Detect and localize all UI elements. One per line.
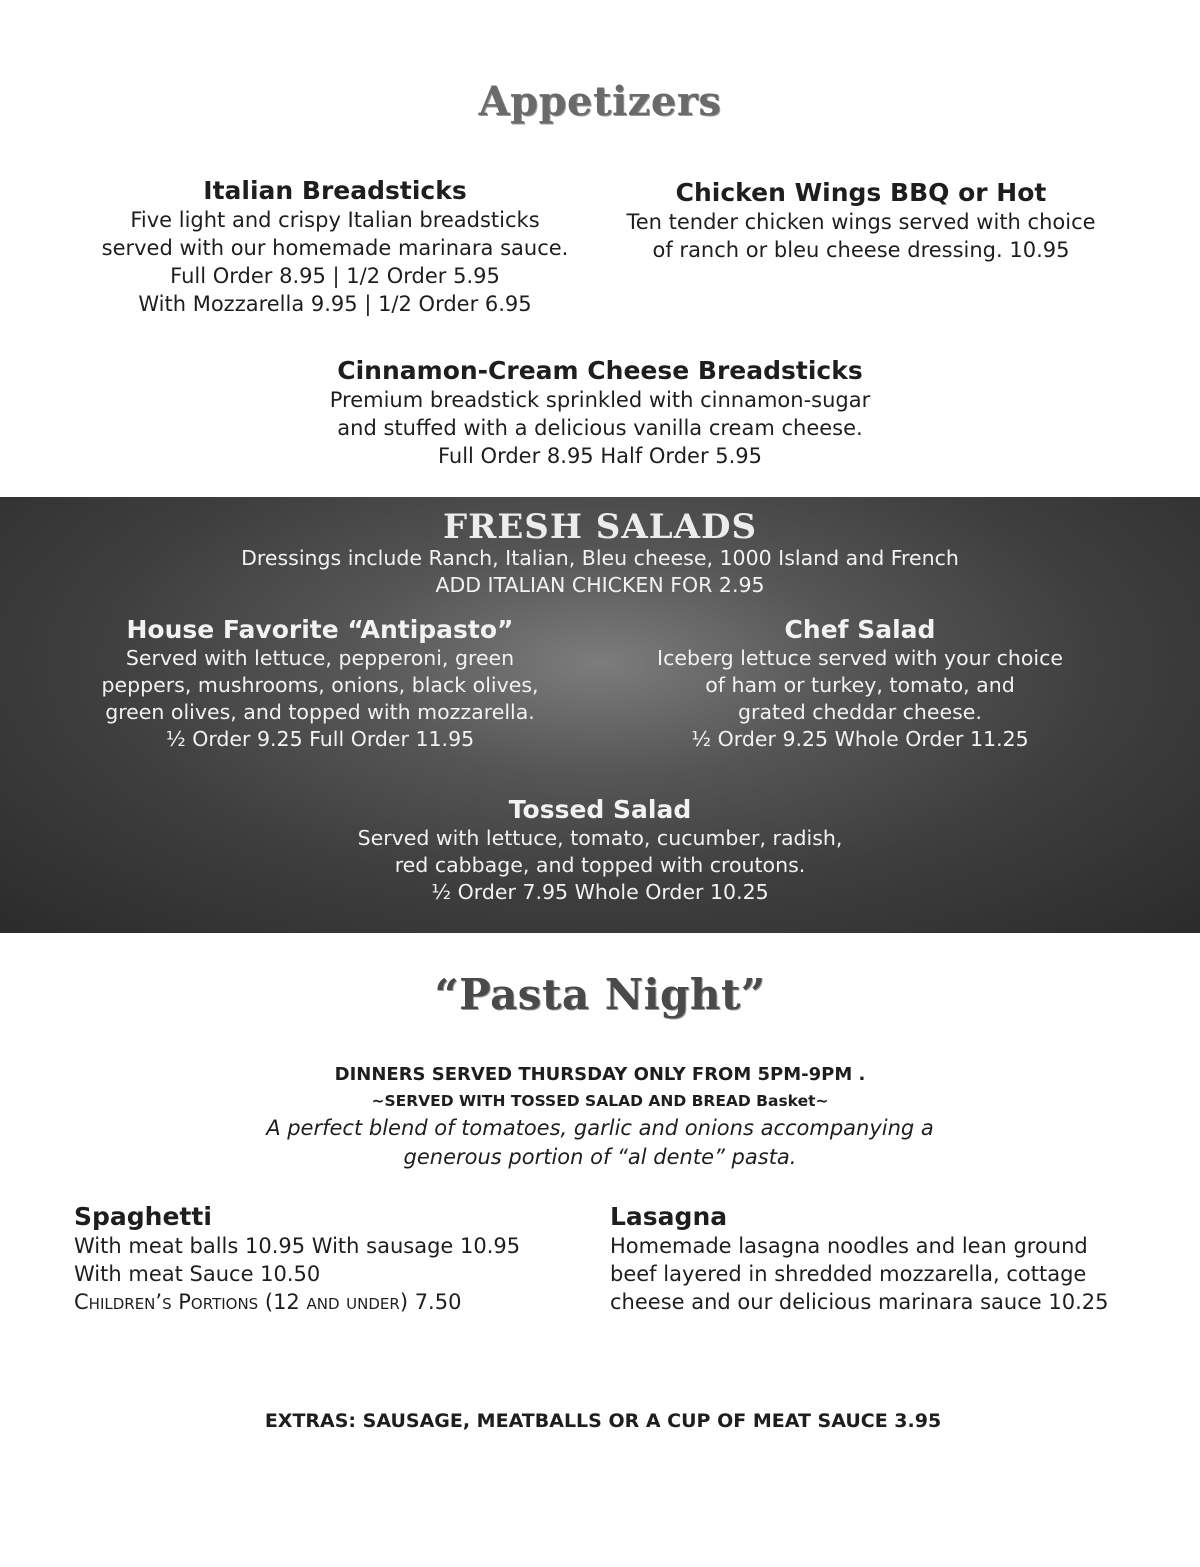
pasta-description: A perfect blend of tomatoes, garlic and onions accompanying a	[266, 1116, 934, 1140]
fresh-salads-section	[0, 497, 1200, 933]
item-name: Chef Salad	[784, 615, 936, 644]
menu-item-cinnamon-breadsticks	[250, 356, 950, 470]
item-description: Premium breadstick sprinkled with cinnamon-sugar	[329, 388, 871, 412]
dressings-note: Dressings include Ranch, Italian, Bleu cheese, 1000 Island and French	[241, 546, 959, 570]
menu-item-chicken-wings	[600, 178, 1122, 264]
item-description: peppers, mushrooms, onions, black olives,	[101, 673, 539, 697]
item-name: Chicken Wings BBQ or Hot	[675, 178, 1047, 207]
item-price: With meat Sauce 10.50	[74, 1262, 321, 1286]
item-price: With Mozzarella 9.95 | 1/2 Order 6.95	[138, 292, 532, 316]
item-name: Spaghetti	[74, 1202, 212, 1231]
item-name: Tossed Salad	[508, 795, 692, 824]
salads-subtitle	[0, 545, 1200, 599]
item-description: grated cheddar cheese.	[738, 700, 982, 724]
item-price: of ranch or bleu cheese dressing. 10.95	[652, 238, 1070, 262]
item-price: Full Order 8.95 Half Order 5.95	[437, 444, 763, 468]
item-description: Homemade lasagna noodles and lean ground	[610, 1234, 1088, 1258]
pasta-schedule: DINNERS SERVED THURSDAY ONLY FROM 5PM-9PM .	[334, 1064, 866, 1085]
item-price: ½ Order 9.25 Whole Order 11.25	[691, 727, 1029, 751]
item-price: ½ Order 7.95 Whole Order 10.25	[431, 880, 769, 904]
item-price: cheese and our delicious marinara sauce 10.25	[610, 1290, 1109, 1314]
menu-item-spaghetti	[74, 1202, 594, 1316]
appetizers-title: Appetizers	[478, 78, 722, 125]
item-description: Ten tender chicken wings served with choice	[626, 210, 1096, 234]
item-description: red cabbage, and topped with croutons.	[394, 853, 806, 877]
item-price: Children’s Portions (12 and under) 7.50	[74, 1290, 462, 1314]
add-chicken-note: ADD ITALIAN CHICKEN FOR 2.95	[435, 573, 765, 597]
menu-item-chef-salad	[620, 615, 1100, 753]
item-name: Lasagna	[610, 1202, 728, 1231]
item-price: With meat balls 10.95 With sausage 10.95	[74, 1234, 521, 1258]
item-description: of ham or turkey, tomato, and	[705, 673, 1015, 697]
item-description: Five light and crispy Italian breadsticks	[130, 208, 540, 232]
item-description: beef layered in shredded mozzarella, cottage	[610, 1262, 1087, 1286]
menu-item-lasagna	[610, 1202, 1170, 1316]
salads-title: FRESH SALADS	[442, 507, 758, 547]
item-description: served with our homemade marinara sauce.	[101, 236, 569, 260]
item-price: Full Order 8.95 | 1/2 Order 5.95	[170, 264, 500, 288]
item-name: House Favorite “Antipasto”	[126, 615, 514, 644]
pasta-served-with: ~SERVED WITH TOSSED SALAD AND BREAD Basket~	[371, 1092, 829, 1110]
item-price: ½ Order 9.25 Full Order 11.95	[165, 727, 475, 751]
item-description: and stuffed with a delicious vanilla cream cheese.	[337, 416, 863, 440]
item-name: Italian Breadsticks	[203, 176, 467, 205]
item-description: Iceberg lettuce served with your choice	[657, 646, 1063, 670]
menu-item-antipasto	[70, 615, 570, 753]
menu-item-tossed-salad	[250, 795, 950, 906]
extras-line: EXTRAS: SAUSAGE, MEATBALLS OR A CUP OF MEAT SAUCE 3.95	[264, 1410, 942, 1432]
item-description: Served with lettuce, tomato, cucumber, radish,	[357, 826, 843, 850]
menu-item-italian-breadsticks	[40, 176, 630, 318]
item-name: Cinnamon-Cream Cheese Breadsticks	[337, 356, 863, 385]
item-description: Served with lettuce, pepperoni, green	[125, 646, 515, 670]
pasta-night-info	[0, 1062, 1200, 1172]
pasta-night-title: “Pasta Night”	[434, 970, 766, 1019]
pasta-description: generous portion of “al dente” pasta.	[403, 1145, 797, 1169]
item-description: green olives, and topped with mozzarella.	[105, 700, 535, 724]
